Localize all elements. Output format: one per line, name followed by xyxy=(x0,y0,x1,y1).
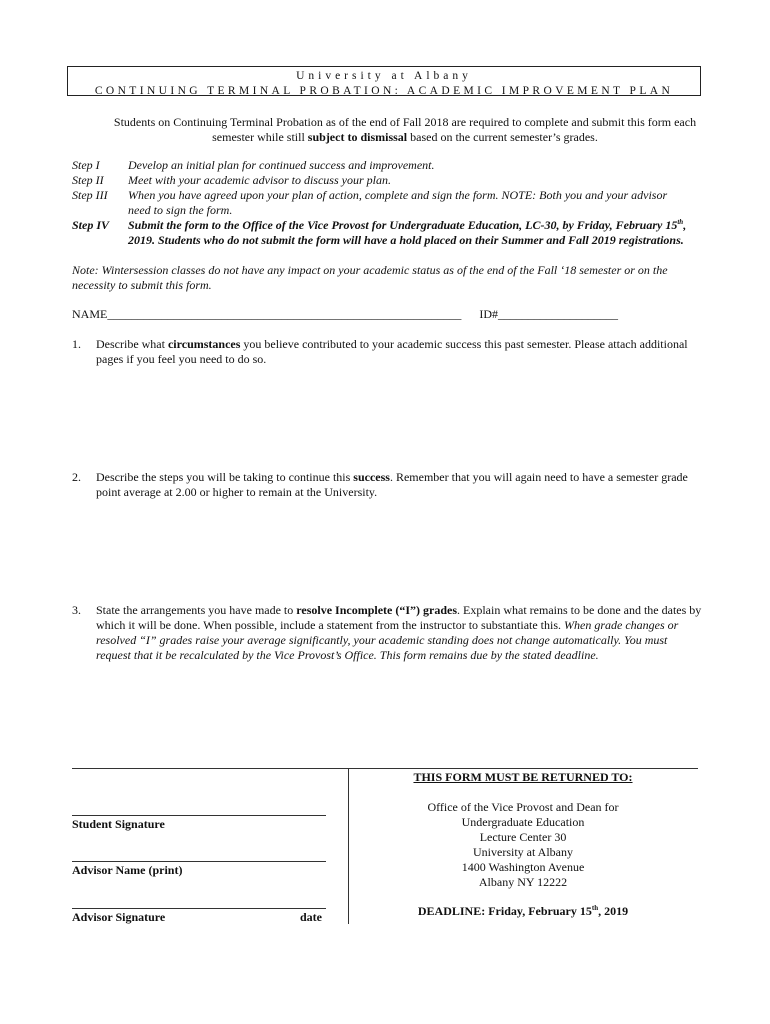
step-label: Step IV xyxy=(72,218,110,232)
intro-paragraph xyxy=(100,115,710,145)
return-title: THIS FORM MUST BE RETURNED TO: xyxy=(413,770,633,784)
superscript: th xyxy=(591,904,599,912)
return-address xyxy=(348,800,698,890)
step-text: Meet with your academic advisor to discuss your plan. xyxy=(128,173,391,187)
question-text-a: State the arrangements you have made to xyxy=(96,603,297,617)
intro-bold: subject to dismissal xyxy=(307,130,408,144)
address-line: Office of the Vice Provost and Dean for Undergraduate Education xyxy=(427,800,619,829)
divider xyxy=(72,768,348,769)
step-label: Step I xyxy=(72,158,100,172)
question-text xyxy=(96,337,702,367)
student-signature-line[interactable] xyxy=(72,815,326,816)
question-bold: success xyxy=(353,470,390,484)
question-italic: When grade changes or resolved “I” grades raise your average significantly, your academic standing does not change automatically. You must request that it be recalculated by the Vice Provost’s Office. This form remains due by the stated deadline. xyxy=(96,618,679,662)
question-number: 3. xyxy=(72,603,81,617)
question-text-b: . Explain what remains to be done and the dates by which it will be done. When possible, include a statement from the instructor to substantiate this. xyxy=(96,603,702,632)
step-text xyxy=(128,218,712,248)
student-signature-label: Student Signature xyxy=(72,817,165,831)
step-2 xyxy=(72,173,712,188)
deadline-year: , 2019 xyxy=(598,904,629,918)
question-number: 2. xyxy=(72,470,81,484)
intro-text: Students on Continuing Terminal Probation as of the end of Fall 2018 are required to complete and submit this form each semester while still xyxy=(113,115,697,144)
question-2 xyxy=(72,470,702,500)
question-number: 1. xyxy=(72,337,81,351)
question-3 xyxy=(72,603,702,663)
steps-list xyxy=(72,158,712,248)
deadline-text: DEADLINE: Friday, February 15 xyxy=(417,904,592,918)
step-text-b: , 2019. Students who do not submit the form will have a hold placed on their Summer and Fall 2019 registrations. xyxy=(128,218,687,247)
address-line: University at Albany xyxy=(473,845,573,859)
question-text xyxy=(96,470,702,500)
address-line: Albany NY 12222 xyxy=(478,875,568,889)
advisor-signature-line[interactable] xyxy=(72,908,326,909)
question-text-b: you believe contributed to your academic success this past semester. Please attach additional pages if you feel you need to do so. xyxy=(96,337,688,366)
divider xyxy=(348,768,698,769)
question-text xyxy=(96,603,702,663)
form-title: CONTINUING TERMINAL PROBATION: ACADEMIC IMPROVEMENT PLAN xyxy=(94,85,674,97)
superscript: th xyxy=(677,218,684,226)
step-label: Step II xyxy=(72,173,104,187)
advisor-signature-label: Advisor Signature xyxy=(72,910,166,924)
advisor-name-line[interactable] xyxy=(72,861,326,862)
step-text: When you have agreed upon your plan of action, complete and sign the form. NOTE: Both you and your advisor need to sign the form. xyxy=(128,188,668,217)
note-text: Note: Wintersession classes do not have any impact on your academic status as of the end of the Fall ‘18 semester or on the necessity to submit this form. xyxy=(72,263,668,292)
advisor-name-label: Advisor Name (print) xyxy=(72,863,183,877)
question-1 xyxy=(72,337,702,367)
id-field[interactable]: ID#____________________ xyxy=(479,307,619,321)
question-text-b: . Remember that you will again need to have a semester grade point average at 2.00 or higher to remain at the University. xyxy=(96,470,688,499)
name-id-line xyxy=(72,307,712,322)
question-bold: resolve Incomplete (“I”) grades xyxy=(296,603,458,617)
deadline xyxy=(348,904,698,919)
address-line: Lecture Center 30 xyxy=(479,830,567,844)
step-text: Develop an initial plan for continued success and improvement. xyxy=(128,158,435,172)
question-text-a: Describe the steps you will be taking to continue this xyxy=(96,470,354,484)
step-text-a: Submit the form to the Office of the Vice Provost for Undergraduate Education, LC-30, by Friday, February 15 xyxy=(128,218,678,232)
name-field[interactable]: NAME___________________________________________________________ xyxy=(72,307,462,321)
question-text-a: Describe what xyxy=(96,337,168,351)
step-1 xyxy=(72,158,712,173)
date-label: date xyxy=(300,910,322,924)
step-3 xyxy=(72,188,712,218)
question-bold: circumstances xyxy=(167,337,241,351)
intro-text-end: based on the current semester’s grades. xyxy=(407,130,598,144)
address-line: 1400 Washington Avenue xyxy=(461,860,585,874)
step-4 xyxy=(72,218,712,248)
form-header xyxy=(67,66,701,96)
step-label: Step III xyxy=(72,188,108,202)
university-name: University at Albany xyxy=(296,70,472,82)
